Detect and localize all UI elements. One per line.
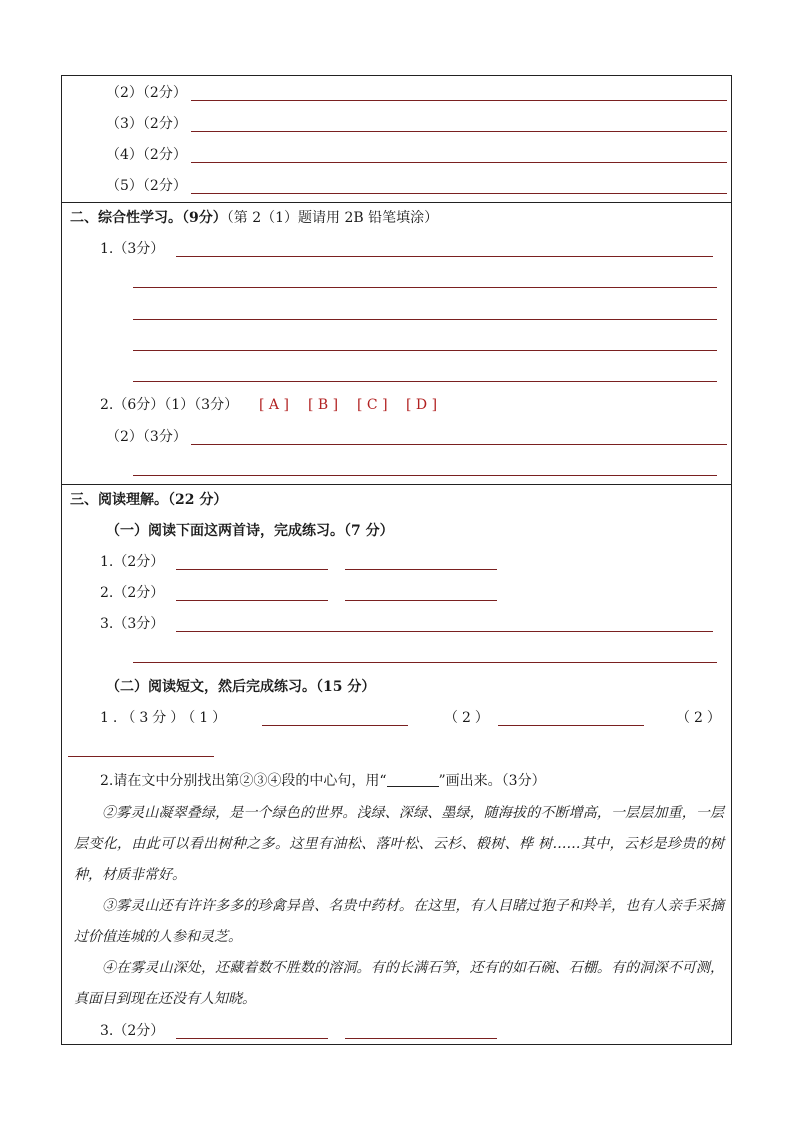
part3-s2-q1-sub2-label: （2） — [444, 710, 493, 726]
p1-row-4-label: （4）（2分） — [106, 147, 187, 163]
part3-s2-q3-label: 3.（2分） — [100, 1023, 165, 1039]
part2-q2-2-label: （2）（3分） — [106, 429, 187, 445]
answer-sheet — [61, 75, 732, 1045]
p1-row-2-answer-line[interactable] — [191, 100, 727, 101]
option-a-bubble[interactable]: [ A ] — [259, 397, 289, 413]
part3-s2-q3-line-2[interactable] — [345, 1038, 497, 1039]
part3-q3-label: 3.（3分） — [100, 616, 165, 632]
part3-sub1-title: （一）阅读下面这两首诗，完成练习。（7 分） — [106, 523, 394, 539]
part3-q3-line-2[interactable] — [133, 662, 717, 663]
option-b-bubble[interactable]: [ B ] — [308, 397, 339, 413]
part3-q1-label: 1.（2分） — [100, 554, 165, 570]
part2-q1-line-4[interactable] — [133, 350, 717, 351]
part3-q1-line-1[interactable] — [176, 569, 328, 570]
part2-q1-label: 1.（3分） — [100, 241, 165, 257]
p1-row-3-answer-line[interactable] — [191, 131, 727, 132]
section-divider — [62, 484, 731, 485]
part3-s2-q2-prompt — [100, 772, 546, 790]
part2-q2-2-line-1[interactable] — [191, 444, 727, 445]
part2-q1-line-2[interactable] — [133, 287, 717, 288]
part3-s2-q1-line-1[interactable] — [262, 725, 408, 726]
part2-header-note: （第 2（1）题请用 2B 铅笔填涂） — [226, 210, 439, 226]
part2-q1-line-5[interactable] — [133, 381, 717, 382]
option-d-bubble[interactable]: [ D ] — [406, 397, 438, 413]
part2-q1-line-3[interactable] — [133, 319, 717, 320]
part2-q2-2-line-2[interactable] — [133, 475, 717, 476]
underline-marker-sample — [387, 772, 439, 787]
part3-s2-q1-line-3[interactable] — [68, 756, 214, 757]
passage-paragraph-2[interactable]: ②雾灵山凝翠叠绿，是一个绿色的世界。浅绿、深绿、墨绿，随海拔的不断增高，一层层加重，一层层变化，由此可以看出树种之多。这里有油松、落叶松、云杉、椴树、桦 树……其中，云杉是珍贵的树种，材质非常好。 — [74, 805, 724, 883]
part3-s2-q2-suffix: ”画出来。（3分） — [438, 773, 546, 789]
part3-s2-q1-label: 1.（3分）（1） — [100, 710, 231, 726]
option-c-bubble[interactable]: [ C ] — [357, 397, 388, 413]
p1-row-5-label: （5）（2分） — [106, 178, 187, 194]
p1-row-2-label: （2）（2分） — [106, 85, 187, 101]
part3-s2-q1-line-2[interactable] — [498, 725, 644, 726]
part3-q2-line-2[interactable] — [345, 600, 497, 601]
passage-paragraph-4[interactable]: ④在雾灵山深处，还藏着数不胜数的溶洞。有的长满石笋，还有的如石碗、石棚。有的洞深不可测，真面目到现在还没有人知晓。 — [74, 960, 724, 1007]
p1-row-4-answer-line[interactable] — [191, 162, 727, 163]
part2-header: 二、综合性学习。（9分） — [70, 210, 227, 226]
part3-s2-q3-line-1[interactable] — [176, 1038, 328, 1039]
part3-q2-label: 2.（2分） — [100, 585, 165, 601]
passage-paragraph-3[interactable]: ③雾灵山还有许许多多的珍禽异兽、名贵中药材。在这里，有人目睹过狍子和羚羊，也有人亲手采摘过价值连城的人参和灵芝。 — [74, 898, 724, 945]
part3-s2-q1-sub3-label: （2） — [676, 710, 725, 726]
section-divider — [62, 202, 731, 203]
p1-row-5-answer-line[interactable] — [191, 193, 727, 194]
passage-text[interactable] — [74, 798, 724, 1015]
part3-sub2-title: （二）阅读短文，然后完成练习。（15 分） — [106, 679, 376, 695]
part2-header-line — [70, 209, 438, 227]
part3-q2-line-1[interactable] — [176, 600, 328, 601]
part3-q1-line-2[interactable] — [345, 569, 497, 570]
part2-q2-label: 2.（6分）（1）（3分） — [100, 397, 239, 413]
p1-row-3-label: （3）（2分） — [106, 116, 187, 132]
part2-q1-line-1[interactable] — [176, 256, 713, 257]
part3-header: 三、阅读理解。（22 分） — [70, 492, 228, 508]
part3-s2-q2-prefix: 2.请在文中分别找出第②③④段的中心句，用“ — [100, 773, 387, 789]
part3-q3-line-1[interactable] — [176, 631, 713, 632]
